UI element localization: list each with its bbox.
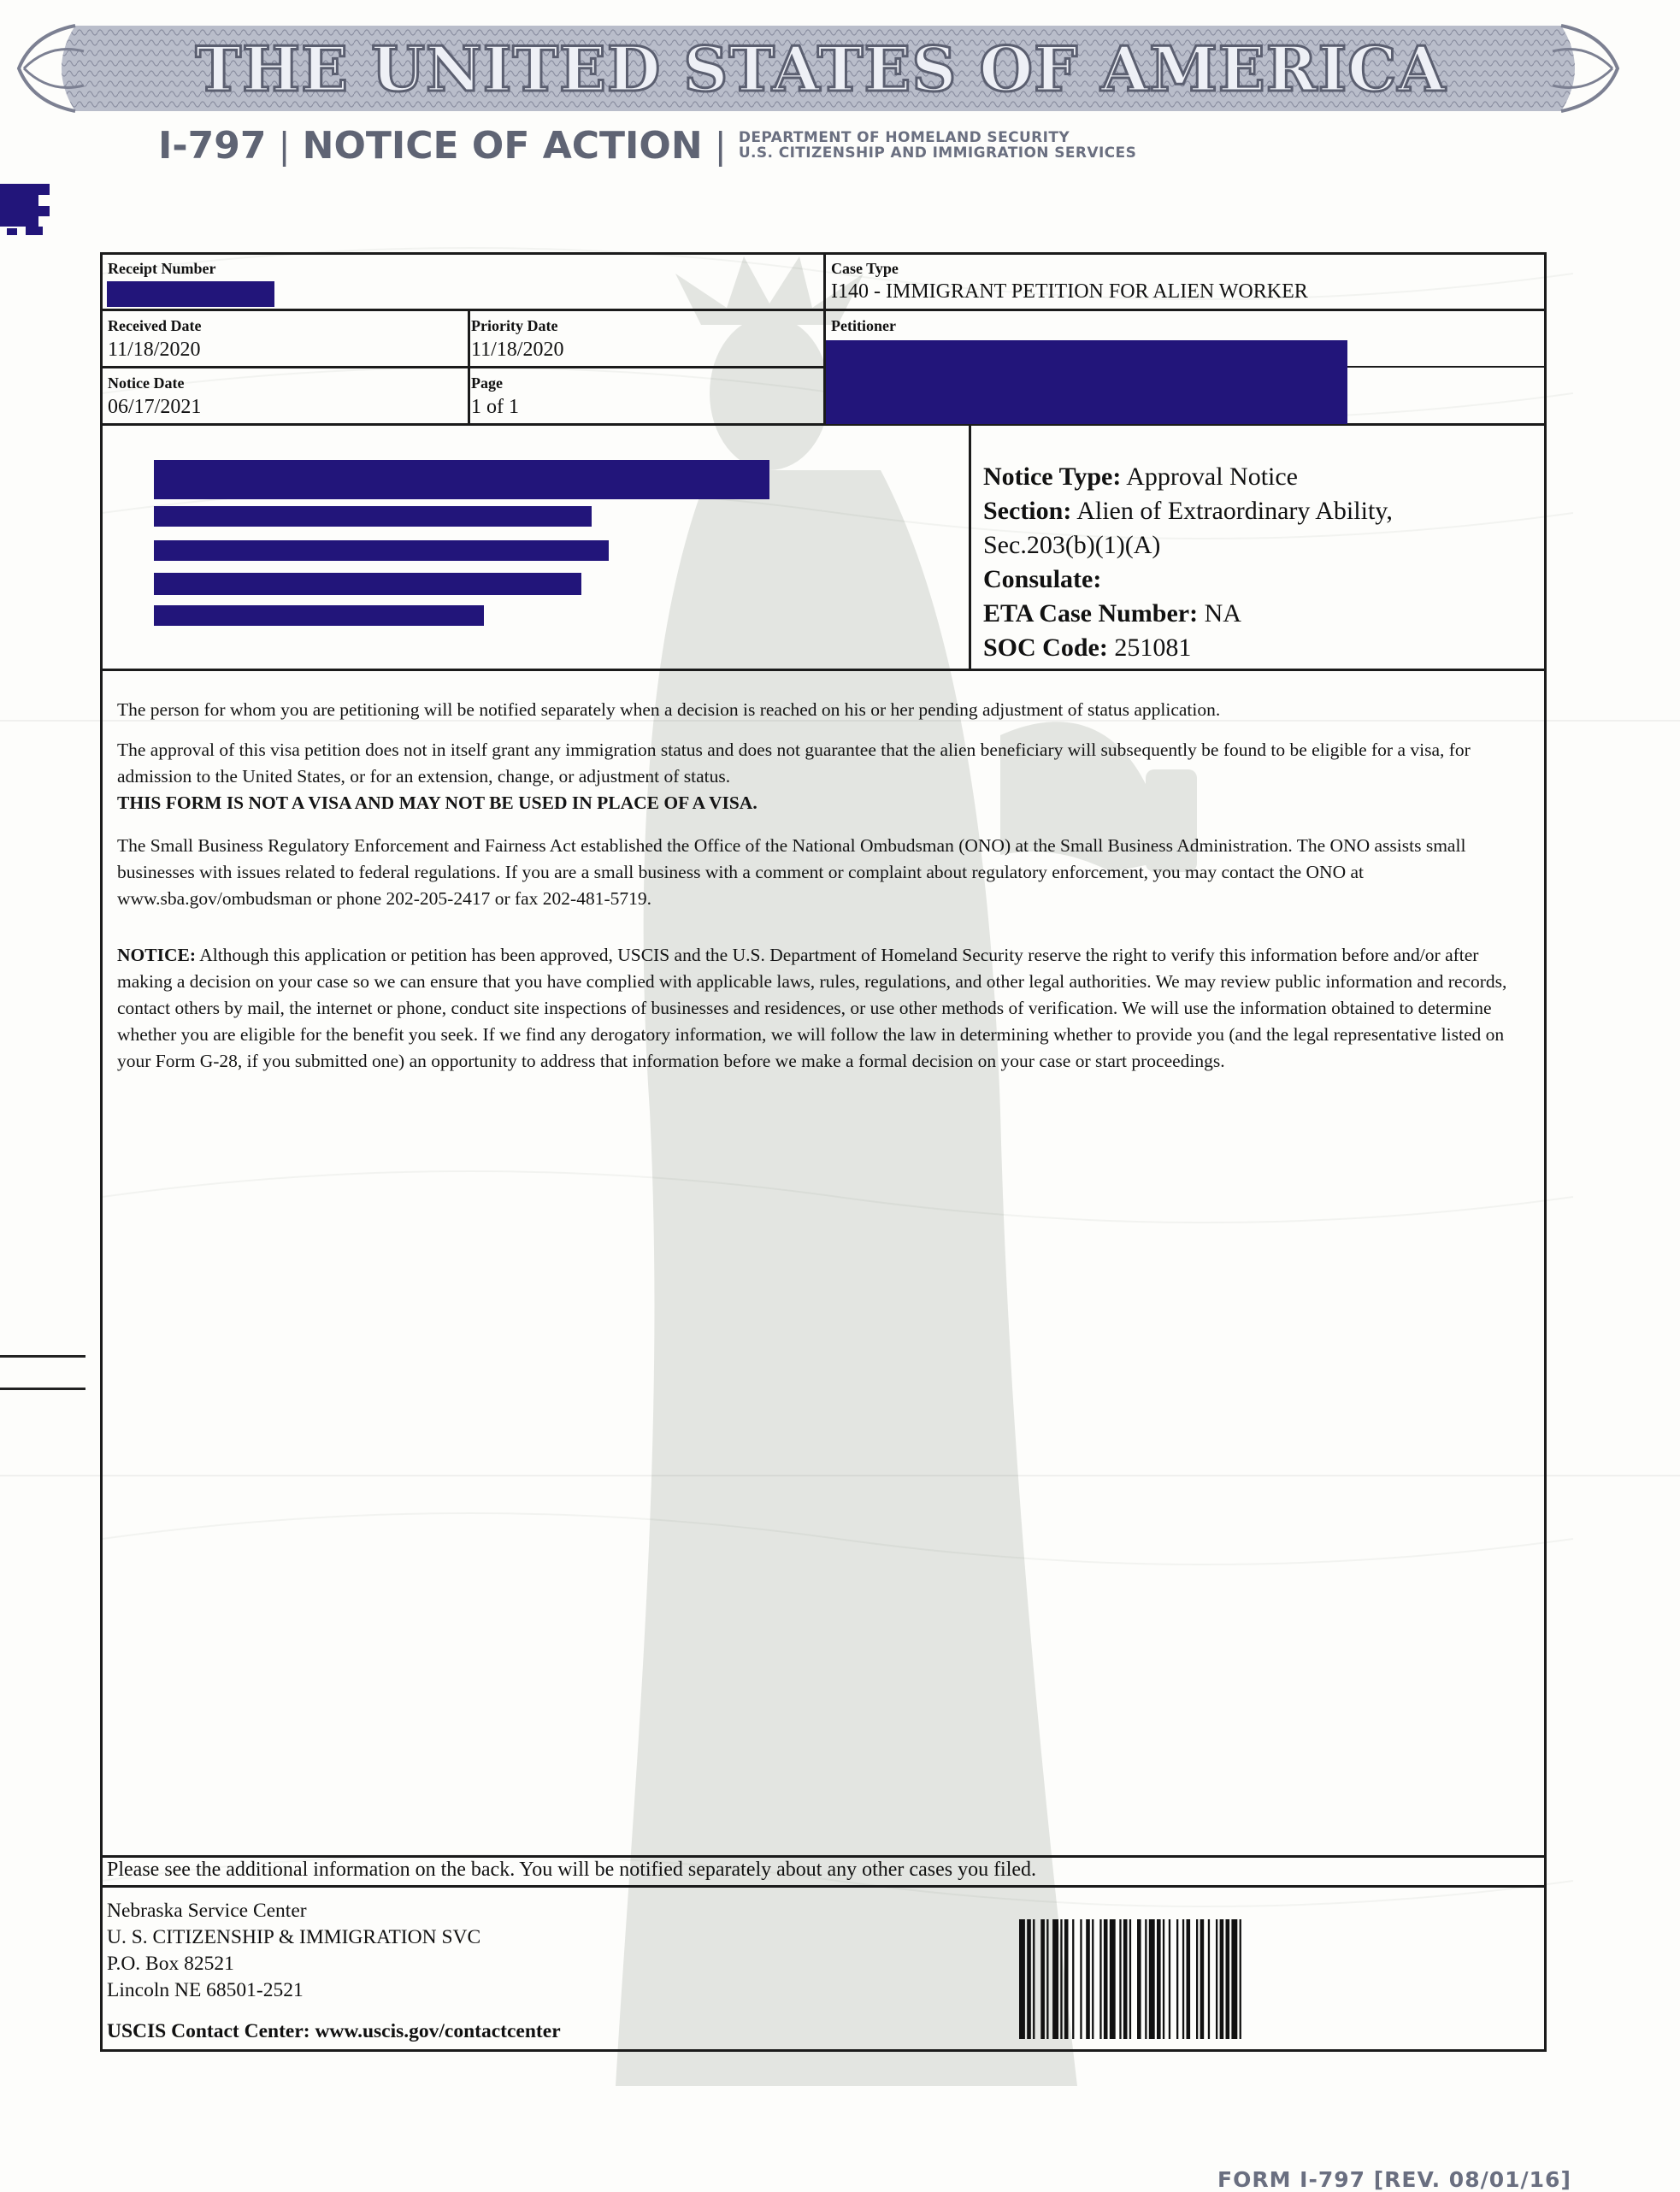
barcode-bar <box>1182 1919 1184 2039</box>
barcode-bar <box>1080 1919 1082 2039</box>
heading-divider: | <box>278 124 291 167</box>
alignment-mark <box>0 184 50 235</box>
received-date-label: Received Date <box>108 317 202 334</box>
barcode-bar <box>1064 1919 1069 2039</box>
barcode-bar <box>1086 1919 1090 2039</box>
petitioner-label: Petitioner <box>831 317 896 334</box>
barcode-bar <box>1240 1919 1241 2039</box>
banner-title: THE UNITED STATES OF AMERICA <box>195 32 1447 105</box>
barcode-bar <box>1216 1919 1217 2039</box>
address-line: U. S. CITIZENSHIP & IMMIGRATION SVC <box>107 1926 481 1948</box>
barcode-bar <box>1123 1919 1128 2039</box>
barcode-bar <box>1052 1919 1058 2039</box>
barcode-bar <box>1149 1919 1155 2039</box>
redacted-address-line <box>154 460 769 499</box>
scan-edge-mark <box>0 1355 85 1358</box>
barcode-bar <box>1104 1919 1108 2039</box>
department-line-2: U.S. CITIZENSHIP AND IMMIGRATION SERVICES <box>738 144 1137 162</box>
form-heading <box>158 120 1136 171</box>
barcode-bar <box>1110 1919 1116 2039</box>
page-value: 1 of 1 <box>471 396 519 418</box>
form-title: NOTICE OF ACTION <box>302 123 703 168</box>
soc-code-row: SOC Code: 251081 <box>983 633 1192 662</box>
barcode-bar <box>1176 1919 1178 2039</box>
address-line: Lincoln NE 68501-2521 <box>107 1979 304 2001</box>
page-label: Page <box>471 374 503 392</box>
barcode-bar <box>1196 1919 1198 2039</box>
paragraph-ombudsman: The Small Business Regulatory Enforcement and Fairness Act established the Office of the National Ombudsman (ONO) at the Small Business Administration. The ONO assists small businesses with issues related to federal regulations. If you are a small business with a comment or complaint about regulatory enforcement, you may contact the ONO at www.sba.gov/ombudsman or phone 202-205-2417 or fax 202-481-5719. <box>117 835 1466 909</box>
department-line-1: DEPARTMENT OF HOMELAND SECURITY <box>738 129 1070 146</box>
redacted-petitioner-name <box>826 340 1347 424</box>
receipt-number-label: Receipt Number <box>108 260 216 277</box>
eta-case-row: ETA Case Number: NA <box>983 599 1241 628</box>
notice-date-label: Notice Date <box>108 374 185 392</box>
barcode-bar <box>1169 1919 1170 2039</box>
case-type-value: I140 - IMMIGRANT PETITION FOR ALIEN WORKER <box>831 280 1308 303</box>
redacted-address-line <box>154 573 581 595</box>
grid-line <box>100 1855 1547 1858</box>
heading-divider: | <box>714 124 727 167</box>
redacted-receipt-number <box>107 281 274 307</box>
consulate-row: Consulate: <box>983 565 1102 593</box>
priority-date-value: 11/18/2020 <box>471 339 564 361</box>
barcode-bar <box>1099 1919 1101 2039</box>
address-line: Nebraska Service Center <box>107 1900 307 1922</box>
barcode-bar <box>1027 1919 1031 2039</box>
barcode-bar <box>1033 1919 1035 2039</box>
scan-edge-mark <box>0 1388 85 1390</box>
redacted-address-line <box>154 605 484 626</box>
notice-type-row: Notice Type: Approval Notice <box>983 463 1298 491</box>
barcode-bar <box>1145 1919 1147 2039</box>
redacted-address-line <box>154 540 609 561</box>
barcode-bar <box>1163 1919 1164 2039</box>
barcode-bar <box>1119 1919 1121 2039</box>
paragraph-adjustment-notice: The person for whom you are petitioning will be notified separately when a decision is reached on his or her pending adjustment of status application. <box>117 699 1221 720</box>
grid-line <box>100 669 1547 671</box>
priority-date-label: Priority Date <box>471 317 558 334</box>
section-code: Sec.203(b)(1)(A) <box>983 531 1161 559</box>
barcode-bar <box>1019 1919 1025 2039</box>
paragraph-visa-disclaimer: The approval of this visa petition does not in itself grant any immigration status and does not guarantee that the alien beneficiary will subsequently be found to be eligible for a visa, for admission to the United States, or for an extension, change, or adjustment of status. THIS FORM IS NOT A VISA AND MAY NOT BE USED IN PLACE OF A VISA. <box>117 740 1471 813</box>
notice-date-value: 06/17/2021 <box>108 396 202 418</box>
barcode-bar <box>1046 1919 1048 2039</box>
barcode-bar <box>1129 1919 1131 2039</box>
barcode-bar <box>1137 1919 1141 2039</box>
redacted-address-line <box>154 506 592 527</box>
paragraph-verification-notice: NOTICE: Although this application or petition has been approved, USCIS and the U.S. Department of Homeland Security reserve the right to verify this information before and/or after making a decision on your case so we can ensure that you have complied with applicable laws, rules, regulations, and other legal authorities. We may review public information and records, contact others by mail, the internet or phone, conduct site inspections of businesses and residences, or use other methods of verification. We will use the information obtained to determine whether you are eligible for the benefit you seek. If we find any derogatory information, we will follow the law in determining whether to provide you (and the legal representative listed on your Form G-28, if you submitted one) an opportunity to address that information before we make a formal decision on your case or start proceedings. <box>117 945 1507 1071</box>
barcode-bar <box>1040 1919 1045 2039</box>
contact-center-line: USCIS Contact Center: www.uscis.gov/contactcenter <box>107 2020 561 2042</box>
barcode-bar <box>1072 1919 1074 2039</box>
department-name <box>739 130 1136 161</box>
notice-info <box>983 460 1393 665</box>
grid-line <box>100 366 823 368</box>
barcode-bar <box>1200 1919 1205 2039</box>
grid-line <box>969 423 971 669</box>
barcode-bar <box>1220 1919 1224 2039</box>
section-row: Section: Alien of Extraordinary Ability, <box>983 497 1393 525</box>
grid-line <box>468 309 470 423</box>
case-type-label: Case Type <box>831 260 899 277</box>
form-revision: FORM I-797 [REV. 08/01/16] <box>1217 2167 1571 2192</box>
barcode-bar <box>1157 1919 1161 2039</box>
not-a-visa-warning: THIS FORM IS NOT A VISA AND MAY NOT BE USED IN PLACE OF A VISA. <box>117 793 757 813</box>
additional-info-line: Please see the additional information on the back. You will be notified separately about any other cases you filed. <box>107 1859 1037 1881</box>
form-number: I-797 <box>158 123 267 168</box>
barcode-bar <box>1208 1919 1210 2039</box>
barcode-bar <box>1231 1919 1237 2039</box>
barcode-bar <box>1226 1919 1230 2039</box>
address-line: P.O. Box 82521 <box>107 1953 234 1975</box>
barcode-bar <box>1060 1919 1062 2039</box>
barcode-bar <box>1187 1919 1191 2039</box>
received-date-value: 11/18/2020 <box>108 339 201 361</box>
service-center-address <box>107 1898 480 2004</box>
grid-line <box>100 1885 1547 1888</box>
barcode-bar <box>1092 1919 1093 2039</box>
barcode <box>1019 1919 1351 2039</box>
